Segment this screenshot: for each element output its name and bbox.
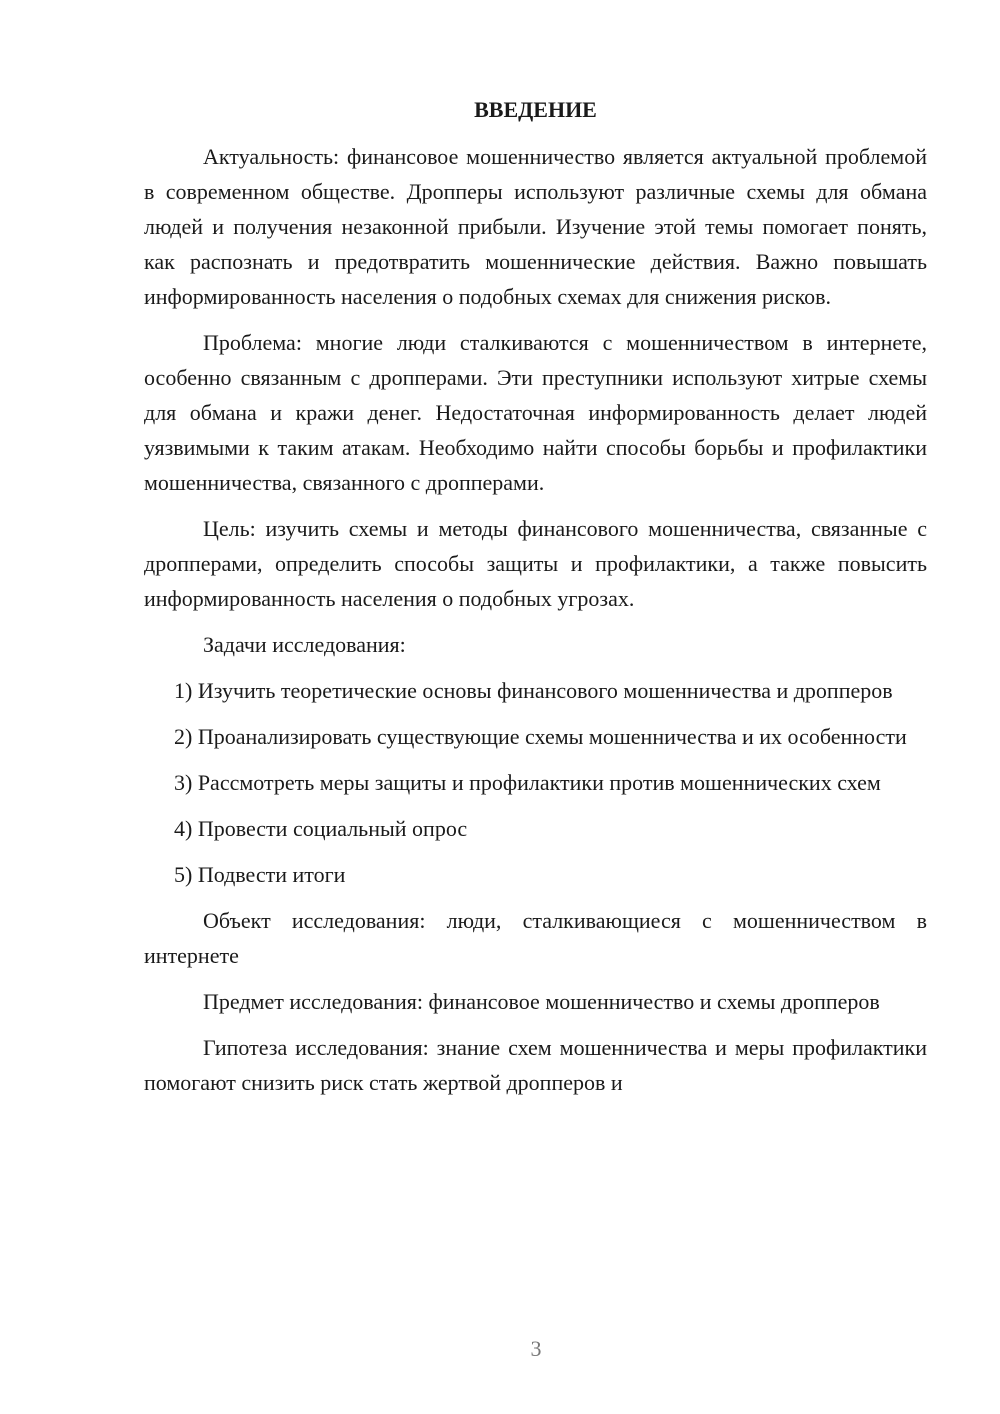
task-item-3: 3) Рассмотреть меры защиты и профилактики против мошеннических схем [174, 770, 881, 795]
page-number: 3 [530, 1336, 542, 1361]
task-item-2: 2) Проанализировать существующие схемы мошенничества и их особенности [174, 724, 907, 749]
paragraph-hypothesis: Гипотеза исследования: знание схем мошенничества и меры профилактики помогают снизить риск стать жертвой дропперов и [144, 1035, 927, 1095]
paragraph-tasks-heading: Задачи исследования: [203, 632, 406, 657]
paragraph-object: Объект исследования: люди, сталкивающиеся с мошенничеством в интернете [144, 908, 927, 968]
task-item-1: 1) Изучить теоретические основы финансового мошенничества и дропперов [174, 678, 893, 703]
paragraph-goal: Цель: изучить схемы и методы финансового мошенничества, связанные с дропперами, определить способы защиты и профилактики, а также повысить информированность населения о подобных угрозах. [144, 516, 927, 611]
page-body [144, 92, 927, 1111]
paragraph-subject: Предмет исследования: финансовое мошенничество и схемы дропперов [203, 989, 880, 1014]
section-title: ВВЕДЕНИЕ [474, 97, 597, 122]
task-item-5: 5) Подвести итоги [174, 862, 346, 887]
paragraph-relevance: Актуальность: финансовое мошенничество является актуальной проблемой в современном обществе. Дропперы используют различные схемы для обмана людей и получения незаконной прибыли. Изучение этой темы помогает понять, как распознать и предотвратить мошеннические действия. Важно повышать информированность населения о подобных схемах для снижения рисков. [144, 144, 927, 309]
task-item-4: 4) Провести социальный опрос [174, 816, 468, 841]
paragraph-problem: Проблема: многие люди сталкиваются с мошенничеством в интернете, особенно связанным с дропперами. Эти преступники используют хитрые схемы для обмана и кражи денег. Недостаточная информированность делает людей уязвимыми к таким атакам. Необходимо найти способы борьбы и профилактики мошенничества, связанного с дропперами. [144, 330, 927, 495]
